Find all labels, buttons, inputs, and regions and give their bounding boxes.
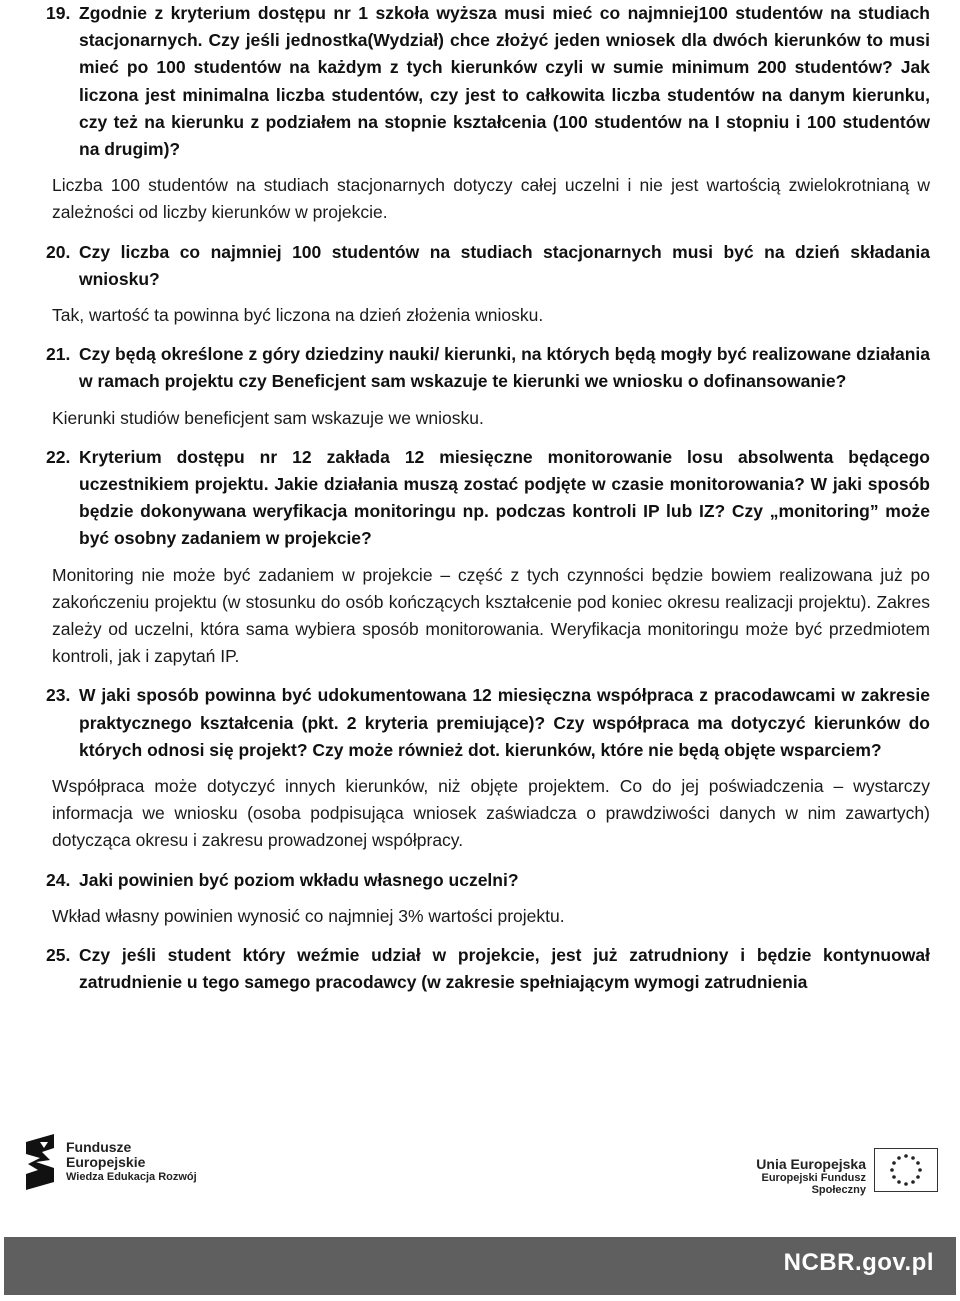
answer-20: Tak, wartość ta powinna być liczona na dzień złożenia wniosku. — [52, 305, 544, 326]
question-19 — [46, 0, 930, 163]
fundusze-europejskie-logo-icon — [24, 1134, 60, 1195]
question-text: Kryterium dostępu nr 12 zakłada 12 miesięczne monitorowanie losu absolwenta będącego uczestnikiem projektu. Jakie działania muszą zostać podjęte w czasie monitorowania? W jaki sposób będzie dokonywana weryfikacja monitoringu np. podczas kontroli IP lub IZ? Czy „monitoring” może być osobny zadaniem w projekcie? — [79, 446, 930, 549]
answer-19: Liczba 100 studentów na studiach stacjonarnych dotyczy całej uczelni i nie jest wartością zwielokrotnianą w zależności od liczby kierunków w projekcie. — [52, 175, 930, 223]
answer-21: Kierunki studiów beneficjent sam wskazuje we wniosku. — [52, 407, 484, 428]
question-number: 21. — [46, 344, 71, 365]
footer-logos — [0, 1128, 960, 1198]
answer-22: Monitoring nie może być zadaniem w projekcie – część z tych czynności będzie bowiem realizowana już po zakończeniu projektu (w stosunku do osób kończących kształcenie pod koniec okresu realizacji projektu). Zakres zależy od uczelni, która sama wybiera sposób monitorowania. Weryfikacja monitoringu może być przedmiotem kontroli, jak i zapytań IP. — [52, 564, 930, 667]
question-number: 19. — [46, 3, 71, 23]
answer-23: Współpraca może dotyczyć innych kierunków, niż objęte projektem. Co do jej poświadczenia – wystarczy informacja we wniosku (osoba podpisująca wniosek zaświadcza o prawdziwości danych w nim zawartych) dotycząca okresu i zakresu prowadzonej współpracy. — [52, 776, 930, 851]
question-21 — [46, 341, 930, 395]
question-25 — [46, 942, 930, 996]
ue-line-2: Europejski Fundusz Społeczny — [761, 1172, 866, 1196]
fe-line-2: Europejskie — [66, 1154, 146, 1170]
question-number: 20. — [46, 241, 71, 262]
document-body — [46, 0, 930, 997]
question-number: 24. — [46, 869, 71, 890]
footer-bar — [4, 1237, 956, 1295]
eu-flag-icon — [874, 1148, 938, 1192]
question-text: Czy liczba co najmniej 100 studentów na studiach stacjonarnych musi być na dzień składania wniosku? — [79, 241, 930, 289]
question-number: 23. — [46, 685, 71, 706]
fe-line-3: Wiedza Edukacja Rozwój — [66, 1171, 197, 1183]
question-number: 22. — [46, 446, 71, 467]
question-24 — [46, 867, 930, 894]
question-text: W jaki sposób powinna być udokumentowana 12 miesięczna współpraca z pracodawcami w zakresie praktycznego kształcenia (pkt. 2 kryteria premiujące)? Czy współpraca ma dotyczyć kierunków do których odnosi się projekt? Czy może również dot. kierunków, które nie będą objęte wsparciem? — [79, 685, 930, 760]
question-number: 25. — [46, 945, 71, 966]
question-23 — [46, 682, 930, 764]
question-text: Jaki powinien być poziom wkładu własnego uczelni? — [79, 869, 519, 890]
question-22 — [46, 444, 930, 553]
question-text: Zgodnie z kryterium dostępu nr 1 szkoła wyższa musi mieć co najmniej100 studentów na studiach stacjonarnych. Czy jeśli jednostka(Wydział) chce złożyć jeden wniosek dla dwóch kierunków to musi mieć po 100 studentów na każdym z tych kierunków czyli w sumie minimum 200 studentów? Jak liczona jest minimalna liczba studentów, czy jest to całkowita liczba studentów na danym kierunku, czy też na kierunku z podziałem na stopnie kształcenia (100 studentów na I stopniu i 100 studentów na drugim)? — [79, 3, 930, 160]
unia-europejska-text — [726, 1156, 866, 1196]
fe-line-1: Fundusze — [66, 1139, 132, 1155]
ue-line-1: Unia Europejska — [756, 1156, 866, 1172]
question-text: Czy jeśli student który weźmie udział w projekcie, jest już zatrudniony i będzie kontynuował zatrudnienie u tego samego pracodawcy (w zakresie spełniającym wymogi zatrudnienia — [79, 945, 930, 993]
question-20 — [46, 239, 930, 293]
fundusze-europejskie-text — [66, 1140, 197, 1185]
site-label: NCBR.gov.pl — [783, 1249, 934, 1276]
question-text: Czy będą określone z góry dziedziny nauki/ kierunki, na których będą mogły być realizowane działania w ramach projektu czy Beneficjent sam wskazuje te kierunki we wniosku o dofinansowanie? — [79, 344, 930, 392]
answer-24: Wkład własny powinien wynosić co najmniej 3% wartości projektu. — [52, 905, 565, 926]
